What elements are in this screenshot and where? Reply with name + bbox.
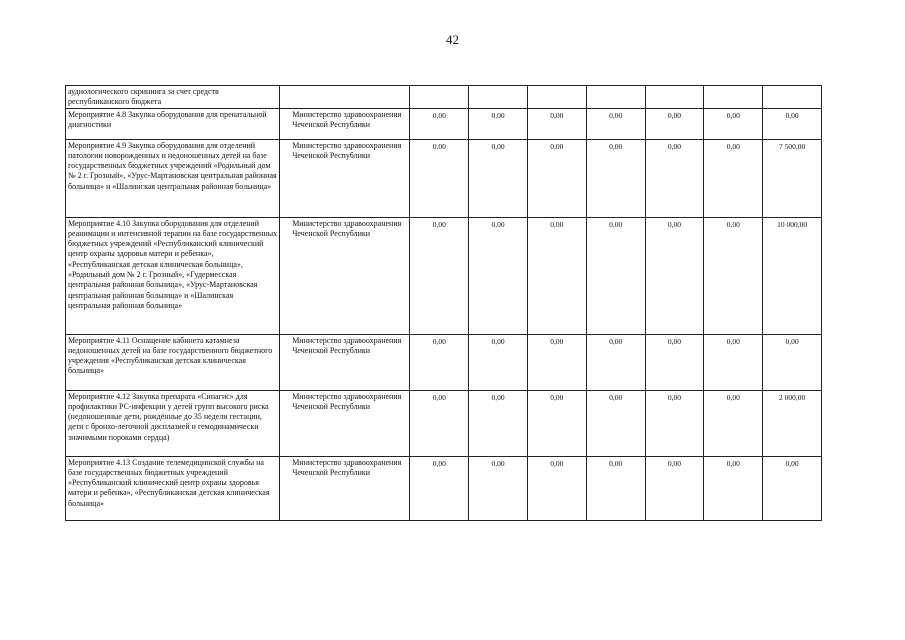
funding-value-cell bbox=[410, 456, 469, 520]
funding-value-cell bbox=[527, 139, 586, 217]
funding-value-cell bbox=[763, 108, 822, 139]
funding-value: 0,00 bbox=[785, 336, 799, 346]
funding-value: 0,00 bbox=[667, 110, 682, 120]
funding-value-cell bbox=[645, 456, 704, 520]
table-row bbox=[66, 108, 822, 139]
funding-value: 7 500,00 bbox=[778, 141, 806, 151]
activity-name-cell: Мероприятие 4.12 Закупка препарата «Синагис» для профилактики РС-инфекции у детей групп высокого риска (недоношенные дети, рождённые до 35 недели гестации, дети с бронхо-легочной дисплазией и гемодинамически значимыми пороками сердца) bbox=[66, 390, 280, 456]
funding-value: 0,00 bbox=[491, 110, 505, 120]
funding-value-cell bbox=[645, 86, 704, 109]
funding-value-cell bbox=[469, 334, 528, 390]
funding-value: 0,00 bbox=[491, 219, 505, 229]
funding-value: 0,00 bbox=[432, 110, 446, 120]
funding-value-cell bbox=[645, 108, 704, 139]
funding-value: 0,00 bbox=[609, 458, 623, 468]
funding-value: 0,00 bbox=[550, 141, 564, 151]
funding-value-cell bbox=[645, 139, 704, 217]
table-row bbox=[66, 334, 822, 390]
responsible-org-cell bbox=[280, 86, 410, 109]
responsible-org-cell: Министерство здравоохранения Чеченской Республики bbox=[280, 456, 410, 520]
table-row bbox=[66, 139, 822, 217]
funding-value-cell bbox=[586, 86, 645, 109]
funding-value-cell bbox=[586, 390, 645, 456]
funding-value bbox=[765, 87, 819, 88]
funding-value: 0,00 bbox=[432, 392, 446, 402]
funding-value-cell bbox=[410, 334, 469, 390]
funding-value-cell bbox=[527, 108, 586, 139]
funding-value: 0,00 bbox=[491, 392, 505, 402]
funding-value: 0,00 bbox=[609, 336, 623, 346]
responsible-org-cell: Министерство здравоохранения Чеченской Республики bbox=[280, 217, 410, 334]
funding-value: 0,00 bbox=[785, 110, 799, 120]
funding-value-cell bbox=[704, 139, 763, 217]
funding-value: 0,00 bbox=[550, 392, 564, 402]
activity-name-cell: аудиологического скрининга за счет средств республиканского бюджета bbox=[66, 86, 280, 109]
funding-value-cell bbox=[527, 334, 586, 390]
responsible-org-cell: Министерство здравоохранения Чеченской Республики bbox=[280, 390, 410, 456]
funding-value: 0,00 bbox=[726, 392, 740, 402]
funding-value: 2 000,00 bbox=[778, 392, 806, 402]
funding-value-cell bbox=[704, 334, 763, 390]
funding-value-cell bbox=[763, 139, 822, 217]
funding-value: 0,00 bbox=[432, 219, 446, 229]
funding-value-cell bbox=[586, 217, 645, 334]
funding-value: 0,00 bbox=[491, 458, 505, 468]
funding-value: 0,00 bbox=[726, 336, 740, 346]
funding-value: 0,00 bbox=[609, 392, 623, 402]
funding-value: 0,00 bbox=[550, 458, 564, 468]
funding-value-cell bbox=[704, 390, 763, 456]
funding-value-cell bbox=[527, 456, 586, 520]
funding-value-cell bbox=[469, 86, 528, 109]
funding-value: 0,00 bbox=[609, 141, 623, 151]
funding-value-cell bbox=[645, 390, 704, 456]
funding-value: 0,00 bbox=[667, 219, 682, 229]
activity-name-cell: Мероприятие 4.11 Оснащение кабинета катамнеза недоношенных детей на базе государственного бюджетного учреждения «Республиканская детская клиническая больница» bbox=[66, 334, 280, 390]
funding-value bbox=[706, 87, 760, 88]
funding-value-cell bbox=[704, 217, 763, 334]
funding-value: 0,00 bbox=[609, 110, 623, 120]
funding-value: 0,00 bbox=[667, 141, 682, 151]
activity-name-cell: Мероприятие 4.13 Создание телемедицинской службы на базе государственных бюджетных учреждений «Республиканский клинический центр охраны здоровья матери и ребенка», «Республиканская детская клиническая больница» bbox=[66, 456, 280, 520]
funding-value-cell bbox=[645, 334, 704, 390]
funding-value-cell bbox=[410, 108, 469, 139]
responsible-org-cell: Министерство здравоохранения Чеченской Республики bbox=[280, 334, 410, 390]
funding-value-cell bbox=[645, 217, 704, 334]
funding-value: 0,00 bbox=[609, 219, 623, 229]
funding-value-cell bbox=[586, 456, 645, 520]
funding-value: 0,00 bbox=[432, 336, 446, 346]
page-number: 42 bbox=[446, 32, 459, 47]
funding-value: 0,00 bbox=[785, 458, 799, 468]
funding-value: 0,00 bbox=[491, 336, 505, 346]
funding-value-cell bbox=[410, 86, 469, 109]
activity-name-cell: Мероприятие 4.8 Закупка оборудования для пренатальной диагностики bbox=[66, 108, 280, 139]
activity-name-cell: Мероприятие 4.9 Закупка оборудования для отделений патологии новорожденных и недоношенных детей на базе государственных бюджетных учреждений «Родильный дом № 2 г. Грозный», «Урус-Мартановская центральная районная больница» и «Шалинская центральная районная больница» bbox=[66, 139, 280, 217]
funding-value-cell bbox=[763, 217, 822, 334]
funding-value bbox=[648, 87, 702, 88]
funding-value-cell bbox=[763, 390, 822, 456]
funding-value-cell bbox=[704, 108, 763, 139]
funding-value bbox=[589, 87, 643, 88]
funding-value: 0,00 bbox=[667, 392, 682, 402]
program-activities-table bbox=[65, 85, 822, 521]
funding-value bbox=[530, 87, 584, 88]
funding-value: 0,00 bbox=[667, 458, 682, 468]
table-row bbox=[66, 456, 822, 520]
activity-name-cell: Мероприятие 4.10 Закупка оборудования для отделений реанимации и интенсивной терапии на базе государственных бюджетных учреждений «Республиканский клинический центр охраны здоровья матери и ребенка», «Республиканская детская клиническая больница», «Родильный дом № 2 г. Грозный», «Гудермесская центральная районная больница», «Урус-Мартановская центральная районная больница» и «Шалинская центральная районная больница» bbox=[66, 217, 280, 334]
funding-value-cell bbox=[527, 86, 586, 109]
funding-value-cell bbox=[527, 390, 586, 456]
funding-value: 0,00 bbox=[726, 141, 740, 151]
funding-value: 0,00 bbox=[726, 219, 740, 229]
funding-value-cell bbox=[763, 456, 822, 520]
funding-value-cell bbox=[704, 86, 763, 109]
funding-value: 0,00 bbox=[726, 458, 740, 468]
funding-value: 0,00 bbox=[667, 336, 682, 346]
funding-value-cell bbox=[763, 334, 822, 390]
responsible-org-cell: Министерство здравоохранения Чеченской Республики bbox=[280, 139, 410, 217]
funding-value-cell bbox=[410, 390, 469, 456]
funding-value-cell bbox=[469, 108, 528, 139]
funding-value-cell bbox=[763, 86, 822, 109]
table-row bbox=[66, 86, 822, 109]
funding-value: 0,00 bbox=[550, 219, 564, 229]
funding-value-cell bbox=[586, 139, 645, 217]
funding-value: 0,00 bbox=[550, 336, 564, 346]
funding-value: 0,00 bbox=[491, 141, 505, 151]
funding-value-cell bbox=[410, 139, 469, 217]
funding-value: 0,00 bbox=[432, 141, 446, 151]
funding-value-cell bbox=[410, 217, 469, 334]
funding-value-cell bbox=[469, 456, 528, 520]
funding-value-cell bbox=[586, 108, 645, 139]
funding-value-cell bbox=[704, 456, 763, 520]
table-row bbox=[66, 217, 822, 334]
funding-value bbox=[471, 87, 525, 88]
funding-value bbox=[412, 87, 466, 88]
funding-value: 0,00 bbox=[726, 110, 740, 120]
funding-value: 10 000,00 bbox=[777, 219, 808, 229]
funding-value-cell bbox=[586, 334, 645, 390]
responsible-org-cell: Министерство здравоохранения Чеченской Республики bbox=[280, 108, 410, 139]
funding-value-cell bbox=[469, 390, 528, 456]
funding-value-cell bbox=[527, 217, 586, 334]
funding-value: 0,00 bbox=[432, 458, 446, 468]
funding-value-cell bbox=[469, 217, 528, 334]
funding-value-cell bbox=[469, 139, 528, 217]
funding-value: 0,00 bbox=[550, 110, 564, 120]
table-row bbox=[66, 390, 822, 456]
